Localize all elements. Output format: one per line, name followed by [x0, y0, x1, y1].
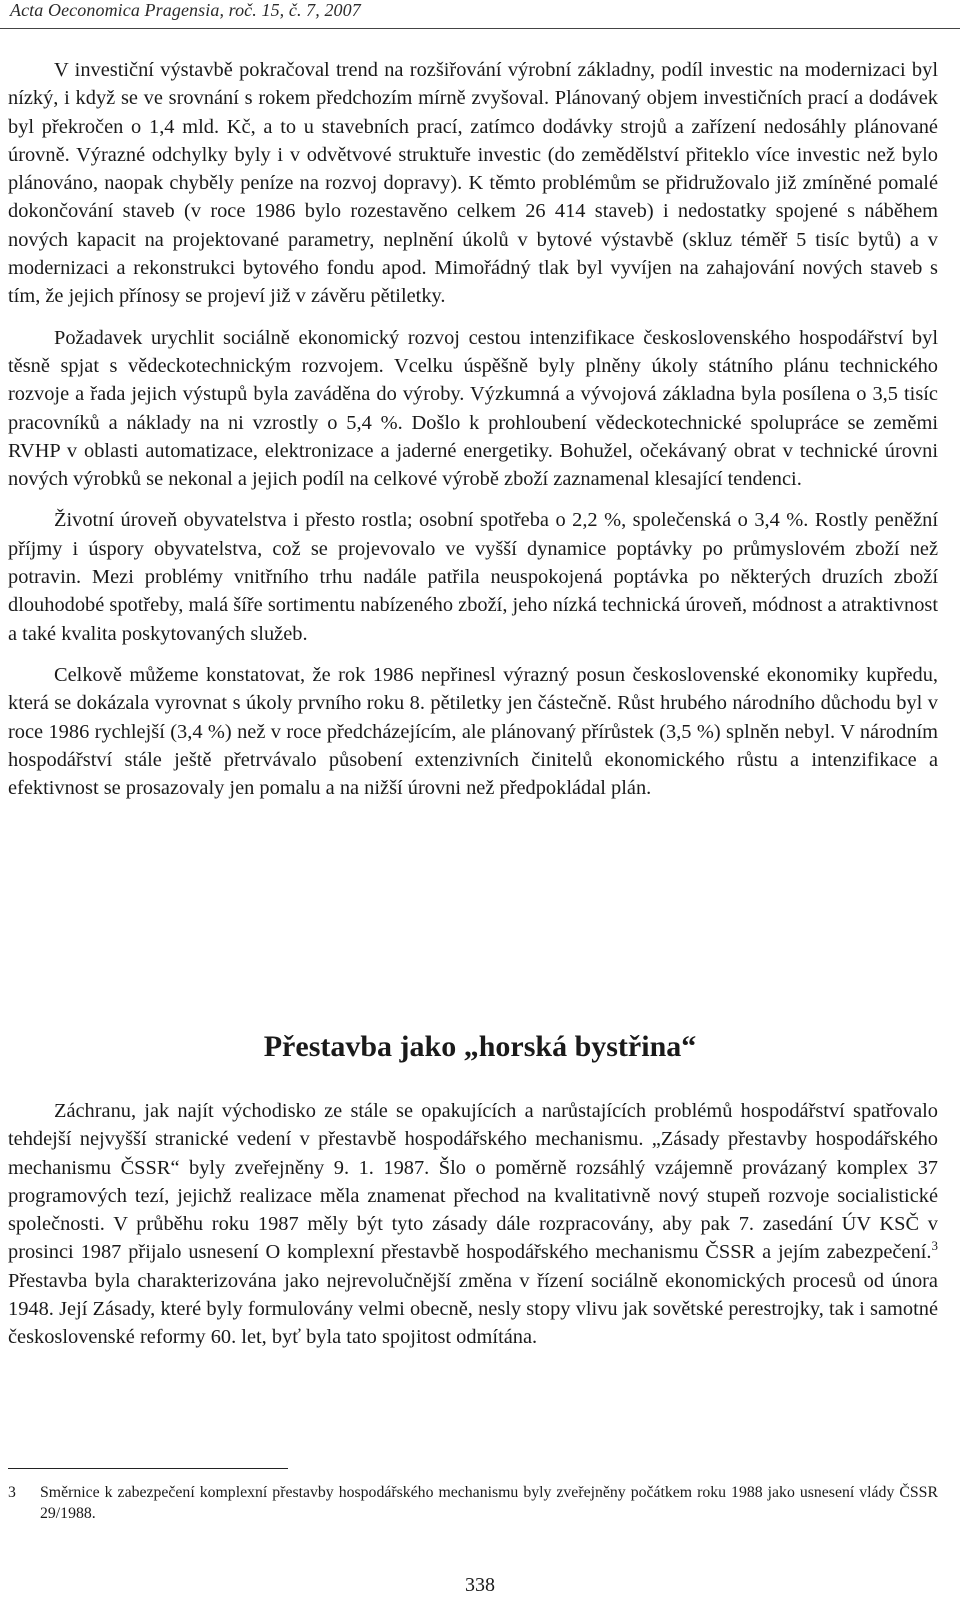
running-head: Acta Oeconomica Pragensia, roč. 15, č. 7, 2007	[10, 0, 361, 20]
restructuring-text-part-2: Přestavba byla charakterizována jako nejrevolučnější změna v řízení sociálně ekonomických procesů od února 1948. Její Zásady, které byly formulovány velmi obecně, nesly stopy vlivu jak sovětské perestrojky, tak i samotné československé reformy 60. let, byť byla tato spojitost odmítána.	[8, 1269, 938, 1349]
paragraph-restructuring	[8, 1097, 938, 1352]
footnote-text: Směrnice k zabezpečení komplexní přestavby hospodářského mechanismu byly zveřejněny počátkem roku 1988 jako usnesení vlády ČSSR 29/1988.	[40, 1484, 938, 1522]
section-heading: Přestavba jako „horská bystřina“	[263, 1030, 697, 1063]
paragraph-technology: Požadavek urychlit sociálně ekonomický rozvoj cestou intenzifikace československého hospodářství byl těsně spjat s vědeckotechnickým rozvojem. Vcelku úspěšně byly plněny úkoly státního plánu technického rozvoje a řada jejich výstupů byla zaváděna do výroby. Výzkumná a vývojová základna byla posílena o 3,5 tisíc pracovníků a náklady na ni vzrostly o 5,4 %. Došlo k prohloubení vědeckotechnické spolupráce se zeměmi RVHP v oblasti automatizace, elektronizace a jaderné energetiky. Bohužel, očekávaný obrat v technické úrovni nových výrobků se nekonal a jejich podíl na celkové výrobě zboží zaznamenal klesající tendenci.	[8, 326, 938, 491]
footnote-reference[interactable]: 3	[931, 1238, 938, 1254]
paragraph-conclusion: Celkově můžeme konstatovat, že rok 1986 nepřinesl výrazný posun československé ekonomiky kupředu, která se dokázala vyrovnat s úkoly prvního roku 8. pětiletky jen částečně. Růst hrubého národního důchodu byl v roce 1986 rychlejší (3,4 %) než v roce předcházejícím, ale plánovaný přírůstek (3,5 %) splněn nebyl. V národním hospodářství stále ještě přetrvávalo působení extenzivních činitelů ekonomického růstu a intenzifikace a efektivnost se prosazovaly jen pomalu a na nižší úrovni než předpokládal plán.	[8, 663, 938, 800]
footnote	[8, 1482, 938, 1524]
footnote-rule	[8, 1468, 288, 1469]
section-1-body	[8, 56, 938, 815]
header-rule	[0, 28, 960, 29]
restructuring-text-part-1: Záchranu, jak najít východisko ze stále se opakujících a narůstajících problémů hospodářství spatřovalo tehdejší nejvyšší stranické vedení v přestavbě hospodářského mechanismu. „Zásady přestavby hospodářského mechanismu ČSSR“ byly zveřejněny 9. 1. 1987. Šlo o poměrně rozsáhlý vzájemně provázaný komplex 37 programových tezí, jejichž realizace měla znamenat přechod na kvalitativně nový stupeň rozvoje socialistické společnosti. V průběhu roku 1987 měly být tyto zásady dále rozpracovány, aby pak 7. zasedání ÚV KSČ v prosinci 1987 přijalo usnesení O komplexní přestavbě hospodářského mechanismu ČSSR a jejím zabezpečení.	[8, 1100, 938, 1264]
paragraph-investment: V investiční výstavbě pokračoval trend na rozšiřování výrobní základny, podíl investic na modernizaci byl nízký, i když se ve srovnání s rokem předchozím mírně zvyšoval. Plánovaný objem investičních prací a dodávek byl překročen o 1,4 mld. Kč, a to u stavebních prací, zatímco dodávky strojů a zařízení nedosáhly plánované úrovně. Výrazné odchylky byly i v odvětvové struktuře investic (do zemědělství přiteklo více investic než bylo plánováno, naopak chyběly peníze na rozvoj dopravy). K těmto problémům se přidružovalo již zmíněné pomalé dokončování staveb (v roce 1986 bylo rozestavěno celkem 26 414 staveb) i nedostatky spojené s náběhem nových kapacit na projektované parametry, neplnění úkolů v bytové výstavbě (skluz téměř 5 tisíc bytů) a v modernizaci a rekonstrukci bytového fondu apod. Mimořádný tlak byl vyvíjen na zahajování nových staveb s tím, že jejich přínosy se projeví již v závěru pětiletky.	[8, 59, 938, 308]
page-number: 338	[465, 1574, 495, 1596]
paragraph-living-standard: Životní úroveň obyvatelstva i přesto rostla; osobní spotřeba o 2,2 %, společenská o 3,4 %. Rostly peněžní příjmy i úspory obyvatelstva, což se projevovalo ve vyšší dynamice poptávky po průmyslovém zboží než potravin. Mezi problémy vnitřního trhu nadále patřila neuspokojená poptávka po některých druzích zboží dlouhodobé spotřeby, malá šíře sortimentu nabízeného zboží, jeho nízká technická úroveň, módnost a atraktivnost a také kvalita poskytovaných služeb.	[8, 509, 938, 645]
section-2-body	[8, 1097, 938, 1365]
footnote-number: 3	[8, 1484, 16, 1501]
